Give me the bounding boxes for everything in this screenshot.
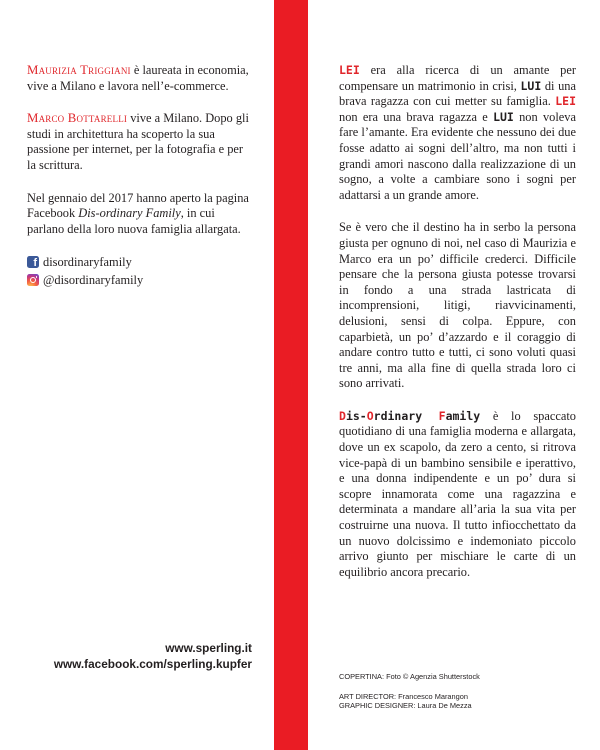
paragraph-text: era alla ricerca di un amante per compensare un matrimonio in crisi, (339, 63, 576, 93)
facebook-icon: f (27, 256, 39, 268)
lei-highlight: LEI (555, 94, 576, 109)
brand-letter: D (339, 408, 346, 423)
lei-highlight: LEI (339, 63, 360, 77)
facebook-handle: disordinaryfamily (43, 254, 132, 269)
paragraph-text: di una brava ragazza con cui metter su famiglia. (339, 78, 576, 109)
brand-part: is- (345, 408, 367, 423)
lui-highlight: LUI (520, 78, 542, 93)
back-cover-text (339, 63, 576, 597)
instagram-handle: @disordinaryfamily (43, 272, 144, 287)
paragraph-destiny: Se è vero che il destino ha in serbo la persona giusta per ognuno di noi, nel caso di Maurizia e Marco era un po’ difficile crederci. Difficile pensare che la persona giusta potesse trovarsi in fondo a una strada lastricata di incomprensioni, litigi, riavvicinamenti, delusioni, sensi di colpa. Eppure, con caparbietà, un po’ d’azzardo e il coraggio di andare contro tutto e tutti, ci sono voluti quasi tre anni, ma alla fine di quella strada loro ci sono arrivati. (339, 220, 576, 391)
art-director-credit: ART DIRECTOR: Francesco Marangon (339, 692, 468, 702)
facebook-website-link[interactable]: www.facebook.com/sperling.kupfer (53, 656, 252, 671)
page-info-text: , in cui parlano della loro nuova famiglia allargata. (27, 206, 241, 236)
brand-title (339, 409, 480, 423)
page-info-text: Nel gennaio del 2017 hanno aperto la pagina Facebook (27, 190, 249, 221)
instagram-link[interactable] (27, 272, 252, 288)
paragraph-text: non era una brava ragazza e (339, 109, 494, 124)
cover-credits (339, 672, 579, 711)
graphic-designer-credit: GRAPHIC DESIGNER: Laura De Mezza (339, 701, 472, 711)
red-spine-stripe (274, 0, 308, 750)
paragraph-text: non voleva fare l’amante. Era evidente che nessuno dei due fosse adatto ai sogni dell’altro, ma non tutti i grandi amori nascono dalla realizzazione di un sogno, a volte a cambiare sono i sogni per adattarsi a un grande amore. (339, 109, 576, 202)
page-name: Dis-ordinary Family (78, 206, 181, 221)
brand-part: amily (445, 408, 481, 423)
lui-highlight: LUI (493, 109, 514, 124)
facebook-page-info (27, 191, 252, 238)
bio-maurizia (27, 63, 252, 94)
cover-photo-credit: COPERTINA: Foto © Agenzia Shutterstock (339, 672, 480, 681)
bio-marco (27, 111, 252, 173)
brand-letter: O (366, 408, 374, 423)
author-name: Marco Bottarelli (27, 111, 128, 126)
author-flap (27, 63, 252, 290)
paragraph-text: è lo spaccato quotidiano di una famiglia moderna e allargata, dove un ex scapolo, da zero a cento, si ritrova vice-papà di un bambino sensibile e iperattivo, e una donna indipendente e un po’ dura si scopre innamorata come una ragazzina e determinata a mandare all’aria la sua vita per costruirne una nuova. Il tutto infiocchettato da un nuovo dolcissimo e indemoniato piccolo arrivo giunto per mischiare le carte di un equilibrio ancora precario. (339, 408, 576, 579)
bio-text: vive a Milano. Dopo gli studi in architettura ha scoperto la sua passione per internet, per la fotografia e per la scrittura. (27, 111, 249, 172)
instagram-icon (27, 274, 39, 286)
paragraph-intro (339, 63, 576, 203)
author-name: Maurizia Triggiani (27, 63, 131, 77)
publisher-websites (27, 641, 252, 672)
bio-text: è laureata in economia, vive a Milano e lavora nell’e-commerce. (27, 63, 249, 93)
facebook-link[interactable] (27, 254, 252, 270)
sperling-website-link[interactable]: www.sperling.it (165, 641, 252, 655)
brand-letter: F (438, 408, 446, 423)
brand-part: rdinary (373, 408, 439, 423)
paragraph-family (339, 409, 576, 581)
